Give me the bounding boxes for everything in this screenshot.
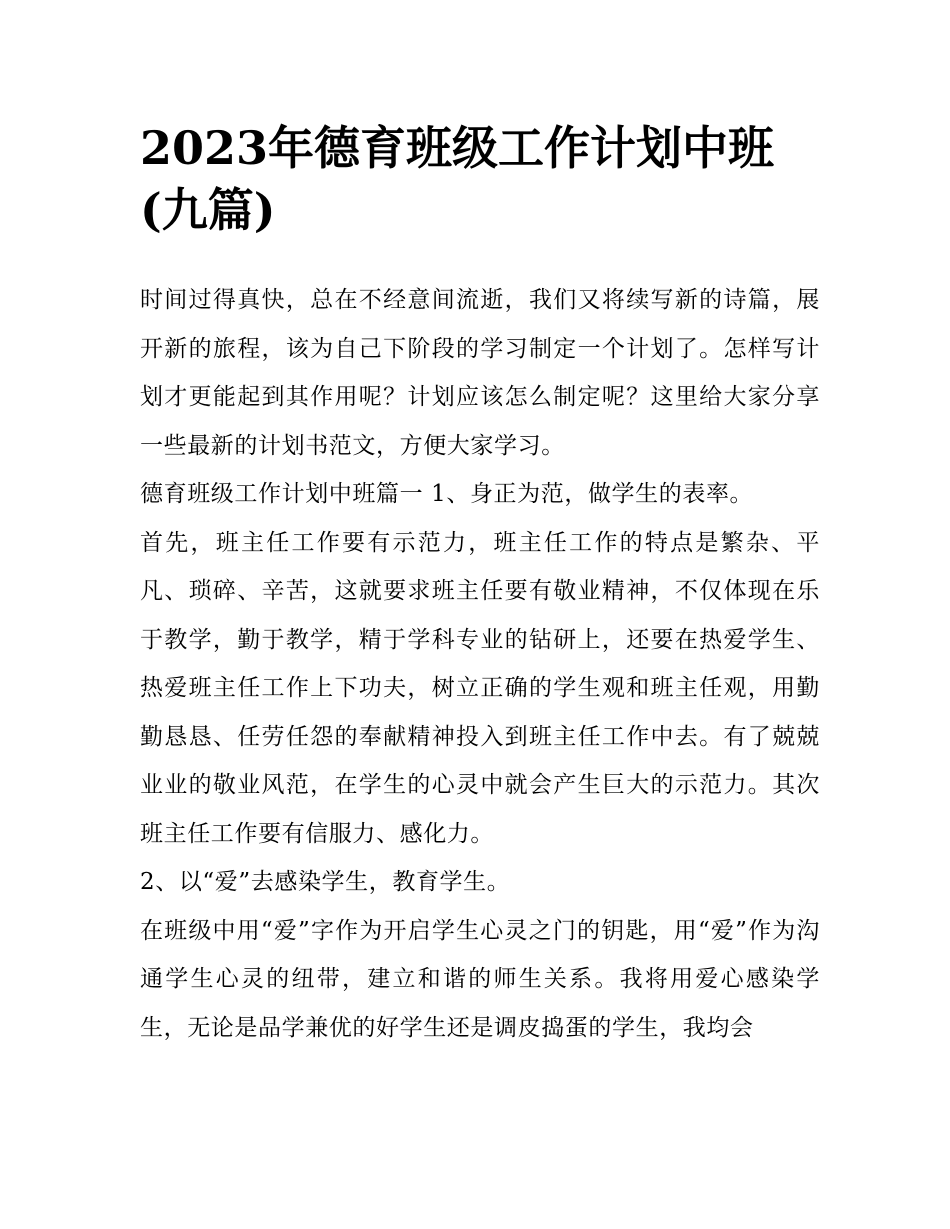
paragraph-love-body: 在班级中用“爱”字作为开启学生心灵之门的钥匙，用“爱”作为沟通学生心灵的纽带，建立和谐的师生关系。我将用爱心感染学生，无论是品学兼优的好学生还是调皮捣蛋的学生，我均会 [140,917,820,1041]
document-title: 2023年德育班级工作计划中班(九篇) [140,121,775,237]
paragraph-intro: 时间过得真快，总在不经意间流逝，我们又将续写新的诗篇，展开新的旅程，该为自己下阶段的学习制定一个计划了。怎样写计划才更能起到其作用呢？计划应该怎么制定呢？这里给大家分享一些最新的计划书范文，方便大家学习。 [140,287,820,459]
paragraph-role-model: 首先，班主任工作要有示范力，班主任工作的特点是繁杂、平凡、琐碎、辛苦，这就要求班主任要有敬业精神，不仅体现在乐于教学，勤于教学，精于学科专业的钻研上，还要在热爱学生、热爱班主任工作上下功夫，树立正确的学生观和班主任观，用勤勤恳恳、任劳任怨的奉献精神投入到班主任工作中去。有了兢兢业业的敬业风范，在学生的心灵中就会产生巨大的示范力。其次班主任工作要有信服力、感化力。 [140,529,820,847]
paragraph-love-heading: 2、以“爱”去感染学生，教育学生。 [140,869,511,895]
document-body [140,276,820,1052]
paragraph-section-one-heading: 德育班级工作计划中班篇一 1、身正为范，做学生的表率。 [140,481,754,507]
